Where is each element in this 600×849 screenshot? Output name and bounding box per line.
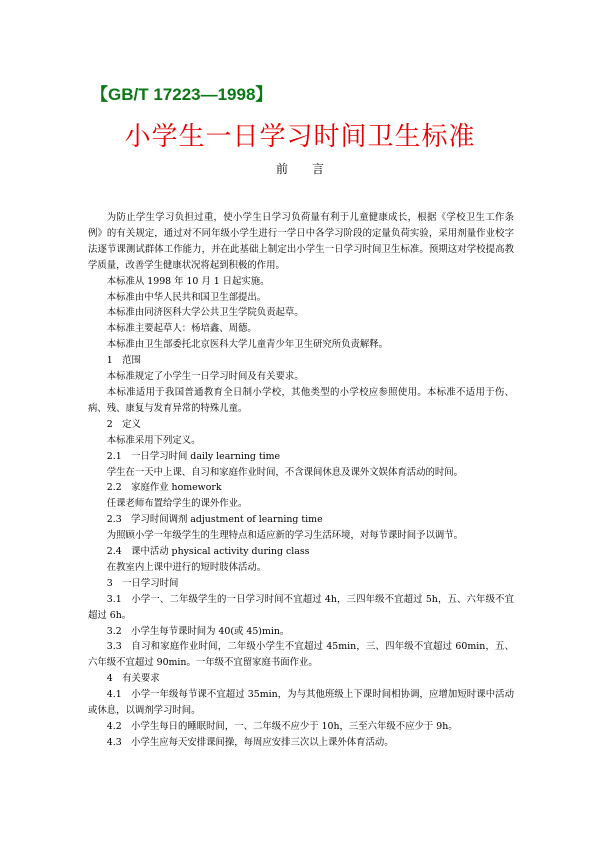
clause-3-3: 3.3 自习和家庭作业时间，二年级小学生不宜超过 45min，三、四年级不宜超过 60min，五、六年级不宜超过 90min。一年级不宜留家庭书面作业。 [88, 641, 514, 669]
clause-3-2: 3.2 小学生每节课时间为 40(或 45)min。 [106, 625, 290, 637]
interpreter: 本标准由卫生部委托北京医科大学儿童青少年卫生研究所负责解释。 [106, 339, 389, 351]
section-2-heading: 2 定义 [106, 418, 141, 430]
clause-4-3: 4.3 小学生应每天安排课间操，每周应安排三次以上课外体育活动。 [106, 736, 394, 748]
standard-code: 【GB/T 17223—1998】 [91, 85, 273, 104]
clause-3-1: 3.1 小学一、二年级学生的一日学习时间不宜超过 4h，三四年级不宜超过 5h，五、六年级不宜超过 6h。 [88, 593, 514, 621]
section-2-intro: 本标准采用下列定义。 [106, 434, 201, 446]
section-4-heading: 4 有关要求 [106, 673, 160, 685]
document-title: 小学生一日学习时间卫生标准 [124, 122, 476, 152]
section-1-scope: 本标准适用于我国普通教育全日制小学校，其他类型的小学校应参照使用。本标准不适用于伤、病、残、康复与发育异常的特殊儿童。 [88, 386, 514, 414]
definition-2-4-title: 2.4 课中活动 physical activity during class [106, 546, 310, 558]
definition-2-2-text: 任课老师布置给学生的课外作业。 [106, 498, 248, 510]
section-1-heading: 1 范围 [106, 355, 141, 367]
document-body [88, 210, 514, 751]
foreword-heading: 前言 [275, 162, 348, 176]
definition-2-1-title: 2.1 一日学习时间 daily learning time [106, 450, 281, 462]
proposed-by: 本标准由中华人民共和国卫生部提出。 [106, 291, 267, 303]
definition-2-4-text: 在教室内上课中进行的短时肢体活动。 [106, 561, 267, 573]
section-3-heading: 3 一日学习时间 [106, 577, 179, 589]
effective-date: 本标准从 1998 年 10 月 1 日起实施。 [106, 275, 270, 287]
drafted-by-unit: 本标准由同济医科大学公共卫生学院负责起草。 [106, 307, 304, 319]
definition-2-1-text: 学生在一天中上课、自习和家庭作业时间，不含课间休息及课外文娱体育活动的时间。 [106, 466, 464, 478]
section-1-paragraph: 本标准规定了小学生一日学习时间及有关要求。 [106, 371, 304, 383]
definition-2-2-title: 2.2 家庭作业 homework [106, 482, 222, 494]
drafters: 本标准主要起草人：杨培鑫、周德。 [106, 323, 257, 335]
clause-4-1: 4.1 小学一年级每节课不宜超过 35min，为与其他班级上下课时间相协调，应增加短时课中活动或休息，以调剂学习时间。 [88, 689, 514, 717]
intro-paragraph: 为防止学生学习负担过重，使小学生日学习负荷量有利于儿童健康成长，根据《学校卫生工作条例》的有关规定，通过对不同年级小学生进行一学日中各学习阶段的定量负荷实验，采用剂量作业校字法逐节课测试群体工作能力，并在此基础上制定出小学生一日学习时间卫生标准。预期这对学校提高教学质量，改善学生健康状况将起到积极的作用。 [88, 212, 514, 271]
definition-2-3-text: 为照顾小学一年级学生的生理特点和适应新的学习生活环境，对每节课时间予以调节。 [106, 530, 464, 542]
definition-2-3-title: 2.3 学习时间调剂 adjustment of learning time [106, 514, 323, 526]
clause-4-2: 4.2 小学生每日的睡眠时间，一、二年级不应少于 10h，三至六年级不应少于 9h。 [106, 721, 458, 732]
